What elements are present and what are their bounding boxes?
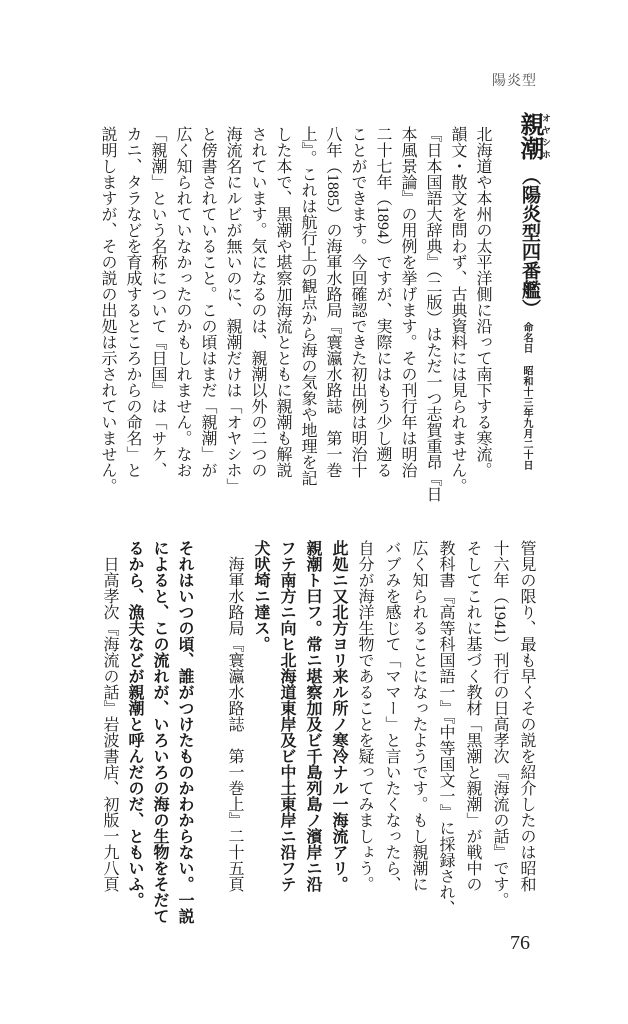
text-line: 教科書『高等科国語一』『中等国文一』に採録され、 (437, 540, 454, 916)
text-line: 八年（1885）の海軍水路局『寰瀛水路誌 第一巻 (324, 126, 341, 478)
naming-date-value: 昭和十三年九月二十日 (521, 365, 532, 471)
quote-line: によると、この流れが、いろいろの海の生物をそだて (151, 540, 168, 924)
quote-citation: 日高孝次『海流の話』岩波書店、初版一九八頁 (101, 556, 118, 892)
ship-name: 親潮 オヤシホ (516, 112, 551, 160)
text-line: 韻文・散文を問わず、古典資料には見られません。 (449, 126, 466, 494)
body-text-top (95, 126, 495, 502)
text-line: 「親潮」という名称について『日国』は「サケ、 (149, 126, 166, 478)
page-number: 76 (510, 932, 530, 954)
text-line: ことができます。今回確認できた初出例は明治十 (349, 126, 366, 478)
ship-name-ruby: オヤシホ (541, 112, 551, 160)
text-line: されています。気になるのは、親潮以外の二つの (249, 126, 266, 478)
text-line: 海流名にルビが無いのに、親潮だけは「オヤシホ」 (224, 126, 241, 494)
text-line: 十六年（1941）刊行の日高孝次『海流の話』です。 (491, 540, 508, 908)
quote-line: 此処ニ又北方ヨリ来ル所ノ寒冷ナル一海流アリ。 (330, 540, 347, 892)
text-line: 本風景論』の用例を挙げます。その刊行年は明治 (399, 126, 416, 478)
text-line: そしてこれに基づく教材「黒潮と親潮」が戦中の (464, 540, 481, 892)
text-line: 広く知られていなかったのかもしれません。なお (174, 126, 191, 478)
text-line: 『日本国語大辞典』（二版）はただ一つ志賀重昂『日 (424, 126, 441, 502)
quote-block-2 (97, 540, 197, 924)
quote-line: それはいつの頃、誰がつけたものかわからない。一説 (176, 540, 193, 924)
text-line: と傍書されていること。この頃はまだ「親潮」が (199, 126, 216, 478)
quote-line: 親潮ト曰フ。常ニ堪察加及ビ千島列島ノ濱岸ニ沿 (304, 540, 321, 892)
text-line: 自分が海洋生物であることを疑ってみましょう。 (356, 540, 373, 892)
text-line: 二十七年（1894）ですが、実際にはもう少し遡る (374, 126, 391, 478)
quote-line: フテ南方ニ向ヒ北海道東岸及ビ中土東岸ニ沿フテ (278, 540, 295, 892)
body-text-bottom (351, 540, 540, 916)
ship-class-subtitle: （陽炎型四番艦） (519, 166, 540, 318)
text-line: バブみを感じて「ママー」と言いたくなったら、 (383, 540, 400, 892)
text-line: 説明しますが、その説の出処は示されていません。 (99, 126, 116, 494)
naming-date-label: 命名日 (521, 322, 532, 354)
article-title (512, 112, 551, 318)
naming-date (519, 322, 534, 471)
text-line: した本で、黒潮や堪察加海流とともに親潮も解説 (274, 126, 291, 478)
quote-line: るから、漁夫などが親潮と呼んだのだ、ともいふ。 (126, 540, 143, 908)
text-line: 北海道や本州の太平洋側に沿って南下する寒流。 (474, 126, 491, 478)
text-line: 管見の限り、最も早くその説を紹介したのは昭和 (518, 540, 535, 892)
quote-line: 犬吠埼ニ達ス。 (252, 540, 269, 652)
quote-block-1 (221, 540, 351, 892)
text-line: 広く知られることになったようです。もし親潮に (410, 540, 427, 892)
text-line: 上』。これは航行上の観点から海の気象や地理を記 (299, 126, 316, 486)
quote-citation: 海軍水路局『寰瀛水路誌 第一巻上』二十五頁 (226, 556, 243, 892)
running-header: 陽炎型 (492, 74, 537, 89)
text-line: カニ、タラなどを育成するところからの命名」と (124, 126, 141, 478)
